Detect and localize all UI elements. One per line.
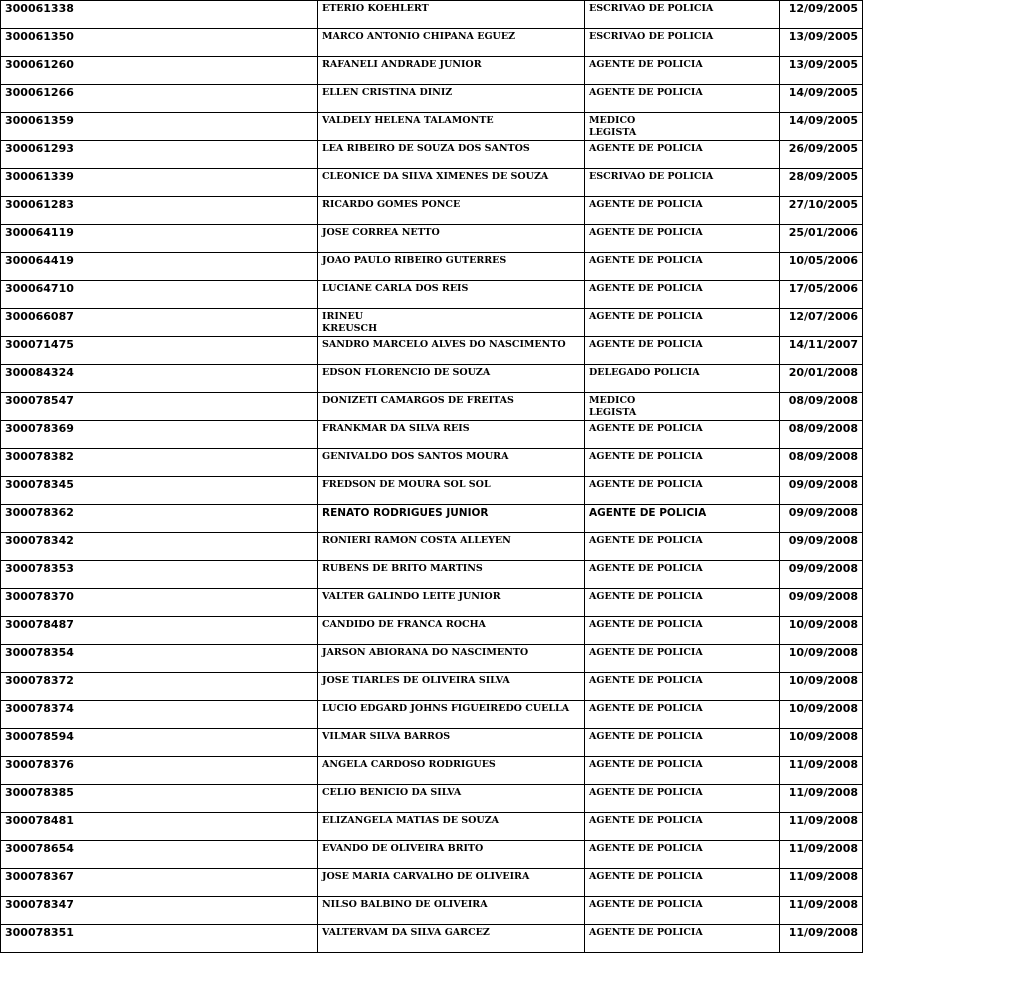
date-cell: 17/05/2006 [780, 281, 863, 309]
registration-number-cell: 300078354 [1, 645, 318, 673]
position-line: AGENTE DE POLICIA [589, 535, 703, 546]
employee-name-cell [318, 169, 585, 197]
position-cell [585, 1, 780, 29]
employee-name-line: SANDRO MARCELO ALVES DO NASCIMENTO [322, 339, 566, 350]
position-cell [585, 561, 780, 589]
registration-number-cell: 300078370 [1, 589, 318, 617]
employee-name-line: JOSE MARIA CARVALHO DE OLIVEIRA [322, 871, 530, 882]
table-row [1, 813, 863, 841]
date-cell: 11/09/2008 [780, 757, 863, 785]
employee-name-cell [318, 1, 585, 29]
position-cell [585, 421, 780, 449]
date-cell: 09/09/2008 [780, 477, 863, 505]
employee-name-cell [318, 757, 585, 785]
employee-name-cell [318, 85, 585, 113]
table-row [1, 449, 863, 477]
position-cell [585, 253, 780, 281]
date-cell: 25/01/2006 [780, 225, 863, 253]
position-cell [585, 533, 780, 561]
employee-name-line: IRINEU [322, 311, 363, 322]
registration-number-cell: 300078345 [1, 477, 318, 505]
position-cell [585, 813, 780, 841]
employee-name-line: VILMAR SILVA BARROS [322, 731, 451, 742]
registration-number-cell: 300078362 [1, 505, 318, 533]
table-row [1, 141, 863, 169]
position-line: AGENTE DE POLICIA [589, 479, 703, 490]
employee-name-line: CELIO BENICIO DA SILVA [322, 787, 462, 798]
position-line: LEGISTA [589, 407, 637, 418]
position-cell [585, 785, 780, 813]
employee-name-cell [318, 617, 585, 645]
employee-name-cell [318, 57, 585, 85]
table-row [1, 113, 863, 141]
employee-name-line: RICARDO GOMES PONCE [322, 199, 461, 210]
registration-number-cell: 300064710 [1, 281, 318, 309]
position-cell [585, 57, 780, 85]
date-cell: 10/05/2006 [780, 253, 863, 281]
employee-name-cell [318, 729, 585, 757]
employee-name-line: KREUSCH [322, 323, 378, 334]
position-line: AGENTE DE POLICIA [589, 815, 703, 826]
table-row [1, 309, 863, 337]
employee-name-line: JOSE CORREA NETTO [322, 227, 440, 238]
position-line: AGENTE DE POLICIA [589, 255, 703, 266]
position-line: AGENTE DE POLICIA [589, 199, 703, 210]
employee-name-line: JARSON ABIORANA DO NASCIMENTO [322, 647, 529, 658]
table-row [1, 925, 863, 953]
registration-number-cell: 300061338 [1, 1, 318, 29]
table-row [1, 533, 863, 561]
employee-name-line: NILSO BALBINO DE OLIVEIRA [322, 899, 488, 910]
position-line: LEGISTA [589, 127, 637, 138]
position-cell [585, 645, 780, 673]
date-cell: 14/09/2005 [780, 113, 863, 141]
table-row [1, 589, 863, 617]
employee-name-line: FREDSON DE MOURA SOL SOL [322, 479, 491, 490]
position-line: DELEGADO POLICIA [589, 367, 700, 378]
position-cell [585, 841, 780, 869]
registration-number-cell: 300061283 [1, 197, 318, 225]
employee-name-cell [318, 197, 585, 225]
registration-number-cell: 300061260 [1, 57, 318, 85]
registration-number-cell: 300078347 [1, 897, 318, 925]
employee-name-line: ANGELA CARDOSO RODRIGUES [322, 759, 496, 770]
position-line: MEDICO [589, 115, 636, 126]
position-cell [585, 225, 780, 253]
employee-name-cell [318, 113, 585, 141]
registration-number-cell: 300078374 [1, 701, 318, 729]
position-line: AGENTE DE POLICIA [589, 731, 703, 742]
date-cell: 10/09/2008 [780, 645, 863, 673]
position-line: AGENTE DE POLICIA [589, 423, 703, 434]
position-cell [585, 925, 780, 953]
employee-name-cell [318, 477, 585, 505]
employee-name-cell [318, 897, 585, 925]
employee-name-line: LEA RIBEIRO DE SOUZA DOS SANTOS [322, 143, 530, 154]
position-line: AGENTE DE POLICIA [589, 619, 703, 630]
personnel-table-body [1, 1, 863, 953]
employee-name-line: EDSON FLORENCIO DE SOUZA [322, 367, 491, 378]
table-row [1, 393, 863, 421]
position-line: ESCRIVAO DE POLICIA [589, 3, 714, 14]
table-row [1, 617, 863, 645]
employee-name-line: ELLEN CRISTINA DINIZ [322, 87, 453, 98]
table-row [1, 29, 863, 57]
registration-number-cell: 300064119 [1, 225, 318, 253]
registration-number-cell: 300078351 [1, 925, 318, 953]
employee-name-cell [318, 29, 585, 57]
date-cell: 13/09/2005 [780, 29, 863, 57]
registration-number-cell: 300078385 [1, 785, 318, 813]
employee-name-line: JOSE TIARLES DE OLIVEIRA SILVA [322, 675, 510, 686]
registration-number-cell: 300078654 [1, 841, 318, 869]
date-cell: 26/09/2005 [780, 141, 863, 169]
table-row [1, 365, 863, 393]
employee-name-line: CANDIDO DE FRANCA ROCHA [322, 619, 486, 630]
position-cell [585, 869, 780, 897]
table-row [1, 477, 863, 505]
employee-name-line: ELIZANGELA MATIAS DE SOUZA [322, 815, 499, 826]
table-row [1, 729, 863, 757]
employee-name-line: RUBENS DE BRITO MARTINS [322, 563, 483, 574]
registration-number-cell: 300078382 [1, 449, 318, 477]
date-cell: 20/01/2008 [780, 365, 863, 393]
employee-name-cell [318, 309, 585, 337]
employee-name-line: RAFANELI ANDRADE JUNIOR [322, 59, 482, 70]
employee-name-cell [318, 589, 585, 617]
position-line: AGENTE DE POLICIA [589, 871, 703, 882]
position-line: AGENTE DE POLICIA [589, 507, 707, 519]
position-line: ESCRIVAO DE POLICIA [589, 171, 714, 182]
position-cell [585, 197, 780, 225]
employee-name-cell [318, 393, 585, 421]
position-cell [585, 29, 780, 57]
employee-name-line: RONIERI RAMON COSTA ALLEYEN [322, 535, 511, 546]
registration-number-cell: 300061350 [1, 29, 318, 57]
date-cell: 10/09/2008 [780, 673, 863, 701]
position-line: AGENTE DE POLICIA [589, 787, 703, 798]
employee-name-cell [318, 505, 585, 533]
table-row [1, 561, 863, 589]
date-cell: 10/09/2008 [780, 729, 863, 757]
date-cell: 11/09/2008 [780, 841, 863, 869]
table-row [1, 1, 863, 29]
table-row [1, 757, 863, 785]
position-cell [585, 141, 780, 169]
table-row [1, 897, 863, 925]
date-cell: 09/09/2008 [780, 505, 863, 533]
registration-number-cell: 300078353 [1, 561, 318, 589]
position-line: AGENTE DE POLICIA [589, 927, 703, 938]
date-cell: 08/09/2008 [780, 421, 863, 449]
date-cell: 14/11/2007 [780, 337, 863, 365]
registration-number-cell: 300084324 [1, 365, 318, 393]
employee-name-cell [318, 449, 585, 477]
position-cell [585, 729, 780, 757]
table-row [1, 645, 863, 673]
registration-number-cell: 300078481 [1, 813, 318, 841]
position-line: AGENTE DE POLICIA [589, 899, 703, 910]
position-cell [585, 477, 780, 505]
employee-name-cell [318, 337, 585, 365]
date-cell: 11/09/2008 [780, 897, 863, 925]
position-line: AGENTE DE POLICIA [589, 143, 703, 154]
employee-name-line: LUCIANE CARLA DOS REIS [322, 283, 469, 294]
employee-name-line: VALTERVAM DA SILVA GARCEZ [322, 927, 490, 938]
employee-name-cell [318, 365, 585, 393]
date-cell: 11/09/2008 [780, 925, 863, 953]
registration-number-cell: 300078376 [1, 757, 318, 785]
registration-number-cell: 300078342 [1, 533, 318, 561]
employee-name-cell [318, 925, 585, 953]
employee-name-line: RENATO RODRIGUES JUNIOR [322, 507, 489, 519]
date-cell: 10/09/2008 [780, 701, 863, 729]
position-cell [585, 617, 780, 645]
position-line: ESCRIVAO DE POLICIA [589, 31, 714, 42]
position-cell [585, 113, 780, 141]
employee-name-line: JOAO PAULO RIBEIRO GUTERRES [322, 255, 507, 266]
employee-name-line: LUCIO EDGARD JOHNS FIGUEIREDO CUELLA [322, 703, 570, 714]
position-cell [585, 169, 780, 197]
registration-number-cell: 300061293 [1, 141, 318, 169]
employee-name-cell [318, 645, 585, 673]
employee-name-line: EVANDO DE OLIVEIRA BRITO [322, 843, 484, 854]
position-line: AGENTE DE POLICIA [589, 647, 703, 658]
employee-name-cell [318, 533, 585, 561]
date-cell: 11/09/2008 [780, 813, 863, 841]
registration-number-cell: 300061359 [1, 113, 318, 141]
employee-name-cell [318, 253, 585, 281]
date-cell: 11/09/2008 [780, 785, 863, 813]
table-row [1, 253, 863, 281]
position-line: AGENTE DE POLICIA [589, 563, 703, 574]
position-cell [585, 673, 780, 701]
employee-name-cell [318, 841, 585, 869]
date-cell: 12/07/2006 [780, 309, 863, 337]
position-cell [585, 393, 780, 421]
position-line: AGENTE DE POLICIA [589, 843, 703, 854]
table-row [1, 421, 863, 449]
date-cell: 27/10/2005 [780, 197, 863, 225]
employee-name-line: FRANKMAR DA SILVA REIS [322, 423, 470, 434]
position-cell [585, 505, 780, 533]
table-row [1, 197, 863, 225]
registration-number-cell: 300078367 [1, 869, 318, 897]
position-cell [585, 589, 780, 617]
employee-name-line: CLEONICE DA SILVA XIMENES DE SOUZA [322, 171, 549, 182]
position-line: MEDICO [589, 395, 636, 406]
employee-name-cell [318, 281, 585, 309]
position-cell [585, 309, 780, 337]
position-line: AGENTE DE POLICIA [589, 59, 703, 70]
position-cell [585, 897, 780, 925]
table-row [1, 337, 863, 365]
date-cell: 08/09/2008 [780, 393, 863, 421]
date-cell: 14/09/2005 [780, 85, 863, 113]
table-row [1, 869, 863, 897]
position-cell [585, 757, 780, 785]
registration-number-cell: 300078487 [1, 617, 318, 645]
table-row [1, 281, 863, 309]
position-cell [585, 365, 780, 393]
employee-name-line: VALDELY HELENA TALAMONTE [322, 115, 494, 126]
table-row [1, 169, 863, 197]
table-row [1, 701, 863, 729]
registration-number-cell: 300078547 [1, 393, 318, 421]
table-row [1, 57, 863, 85]
employee-name-line: VALTER GALINDO LEITE JUNIOR [322, 591, 501, 602]
registration-number-cell: 300066087 [1, 309, 318, 337]
position-line: AGENTE DE POLICIA [589, 283, 703, 294]
date-cell: 09/09/2008 [780, 561, 863, 589]
registration-number-cell: 300078372 [1, 673, 318, 701]
position-line: AGENTE DE POLICIA [589, 451, 703, 462]
employee-name-cell [318, 813, 585, 841]
position-line: AGENTE DE POLICIA [589, 87, 703, 98]
table-row [1, 841, 863, 869]
employee-name-cell [318, 561, 585, 589]
employee-name-cell [318, 673, 585, 701]
table-row [1, 673, 863, 701]
table-row [1, 505, 863, 533]
registration-number-cell: 300061266 [1, 85, 318, 113]
position-line: AGENTE DE POLICIA [589, 311, 703, 322]
position-line: AGENTE DE POLICIA [589, 591, 703, 602]
registration-number-cell: 300071475 [1, 337, 318, 365]
registration-number-cell: 300061339 [1, 169, 318, 197]
date-cell: 28/09/2005 [780, 169, 863, 197]
date-cell: 09/09/2008 [780, 533, 863, 561]
position-line: AGENTE DE POLICIA [589, 339, 703, 350]
position-cell [585, 337, 780, 365]
position-line: AGENTE DE POLICIA [589, 675, 703, 686]
position-cell [585, 281, 780, 309]
employee-name-cell [318, 141, 585, 169]
table-row [1, 85, 863, 113]
employee-name-cell [318, 421, 585, 449]
date-cell: 12/09/2005 [780, 1, 863, 29]
position-line: AGENTE DE POLICIA [589, 759, 703, 770]
position-cell [585, 449, 780, 477]
registration-number-cell: 300064419 [1, 253, 318, 281]
date-cell: 08/09/2008 [780, 449, 863, 477]
position-line: AGENTE DE POLICIA [589, 227, 703, 238]
position-cell [585, 85, 780, 113]
employee-name-line: DONIZETI CAMARGOS DE FREITAS [322, 395, 514, 406]
employee-name-cell [318, 701, 585, 729]
position-cell [585, 701, 780, 729]
employee-name-cell [318, 225, 585, 253]
employee-name-line: ETERIO KOEHLERT [322, 3, 429, 14]
employee-name-cell [318, 869, 585, 897]
employee-name-line: GENIVALDO DOS SANTOS MOURA [322, 451, 509, 462]
table-row [1, 225, 863, 253]
date-cell: 10/09/2008 [780, 617, 863, 645]
date-cell: 11/09/2008 [780, 869, 863, 897]
employee-name-line: MARCO ANTONIO CHIPANA EGUEZ [322, 31, 516, 42]
date-cell: 13/09/2005 [780, 57, 863, 85]
date-cell: 09/09/2008 [780, 589, 863, 617]
position-line: AGENTE DE POLICIA [589, 703, 703, 714]
registration-number-cell: 300078594 [1, 729, 318, 757]
employee-name-cell [318, 785, 585, 813]
table-row [1, 785, 863, 813]
registration-number-cell: 300078369 [1, 421, 318, 449]
